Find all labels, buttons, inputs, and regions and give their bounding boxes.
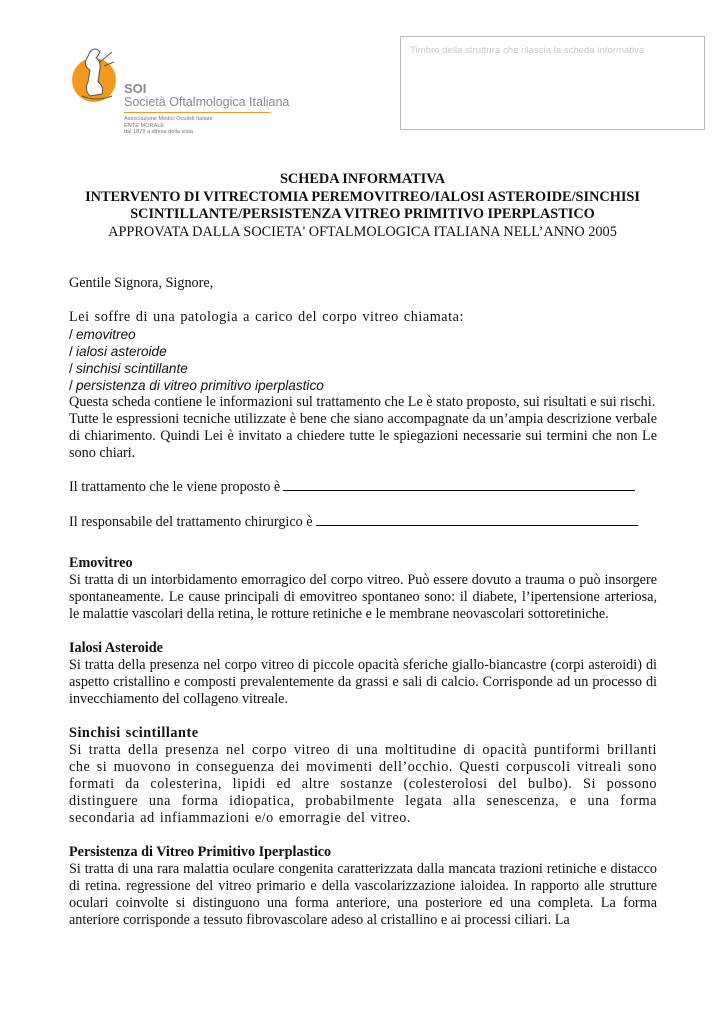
option-label: sinchisi scintillante <box>76 361 188 376</box>
section-text: Si tratta della presenza nel corpo vitreo di piccole opacità sferiche giallo-biancastre (corpi asteroidi) di aspetto cristallino e composti prevalentemente da grassi e sali di calcio. Corrisponde ad un processo di invecchiamento del collageno vitreale. <box>69 657 657 707</box>
section-text: Si tratta di una rara malattia oculare congenita caratterizzata dalla mancata trazioni retiniche e distacco di retina. regressione del vitreo primario e della vascolarizzazione ialoidea. In rapporto alle strutture oculari coinvolte si distinguono una forma anteriore, una posteriore ed una completa. La forma anteriore corrisponde a tessuto fibrovascolare adeso al cristallino e ai processi ciliari. La <box>69 861 657 928</box>
option-checkbox: / <box>69 378 73 393</box>
logo-name: Società Oftalmologica Italiana <box>124 95 290 109</box>
section-title: Ialosi Asteroide <box>69 640 163 656</box>
treatment-label: Il trattamento che le viene proposto è <box>69 479 281 495</box>
logo-subtitle-1: Associazione Medici Oculisti Italiani <box>124 116 213 122</box>
soi-logo <box>70 44 290 136</box>
option-label: ialosi asteroide <box>76 344 167 359</box>
responsible-field <box>69 514 657 531</box>
section-title: Persistenza di Vitreo Primitivo Iperplastico <box>69 844 332 860</box>
soi-emblem-icon <box>70 44 130 114</box>
section-title: Emovitreo <box>69 555 133 571</box>
logo-subtitle-2: ENTE MORALE <box>124 122 165 129</box>
logo-subtitle-3: dal 1879 a difesa della vista <box>124 129 194 136</box>
section-text: Si tratta di un intorbidamento emorragico del corpo vitreo. Può essere dovuto a trauma o può insorgere spontaneamente. Le cause principali di emovitreo spontaneo sono: il diabete, l’ipertensione arteriosa, le malattie vascolari della retina, le rotture retiniche e le membrane neovascolari sottoretiniche. <box>69 572 657 622</box>
document-subtitle-1: INTERVENTO DI VITRECTOMIA PEREMOVITREO/IALOSI ASTEROIDE/SINCHISI <box>85 188 640 205</box>
document-header <box>60 171 665 241</box>
paragraph-info: Questa scheda contiene le informazioni sul trattamento che Le è stato proposto, sui risultati e sui rischi. <box>69 394 656 410</box>
section-title: Sinchisi scintillante <box>69 725 199 741</box>
responsible-label: Il responsabile del trattamento chirurgico è <box>69 514 313 530</box>
document-subtitle-2: SCINTILLANTE/PERSISTENZA VITREO PRIMITIVO IPERPLASTICO <box>130 206 595 222</box>
option-sinchisi[interactable] <box>69 360 657 377</box>
option-emovitreo[interactable] <box>69 326 657 343</box>
stamp-box <box>400 36 705 130</box>
stamp-text: Timbro della struttura che rilascia la scheda informativa <box>410 45 645 56</box>
document-body <box>69 275 657 929</box>
logo-rule <box>124 112 270 113</box>
option-checkbox: / <box>69 344 73 359</box>
document-title: SCHEDA INFORMATIVA <box>279 171 446 187</box>
option-checkbox: / <box>69 327 73 342</box>
treatment-field <box>69 479 657 496</box>
section-text: Si tratta della presenza nel corpo vitreo di una moltitudine di opacità puntiformi brillanti che si muovono in conseguenza dei movimenti dell’occhio. Questi corpuscoli vitreali sono formati da colesterina, lipidi ed altre sostanze (colesterolosi del bulbo). Si possono distinguere una forma idiopatica, probabilmente legata alla senescenza, e una forma secondaria ad infiammazioni e/o emorragie del vitreo. <box>69 742 657 826</box>
treatment-blank[interactable] <box>283 479 635 491</box>
option-label: emovitreo <box>76 327 136 342</box>
option-ialosi[interactable] <box>69 343 657 360</box>
paragraph-terms: Tutte le espressioni tecniche utilizzate è bene che siano accompagnate da un’ampia descrizione verbale di chiarimento. Quindi Lei è invitato a chiedere tutte le spiegazioni necessarie sui termini che non Le sono chiari. <box>69 411 657 461</box>
greeting: Gentile Signora, Signore, <box>69 275 214 291</box>
logo-acronym: SOI <box>124 81 147 96</box>
option-label: persistenza di vitreo primitivo iperplastico <box>76 378 324 393</box>
responsible-blank[interactable] <box>316 514 638 526</box>
approval-line: APPROVATA DALLA SOCIETA' OFTALMOLOGICA ITALIANA NELL’ANNO 2005 <box>108 223 617 240</box>
option-checkbox: / <box>69 361 73 376</box>
option-persistenza[interactable] <box>69 377 657 394</box>
intro-line: Lei soffre di una patologia a carico del corpo vitreo chiamata: <box>69 309 464 325</box>
option-list <box>69 326 657 394</box>
